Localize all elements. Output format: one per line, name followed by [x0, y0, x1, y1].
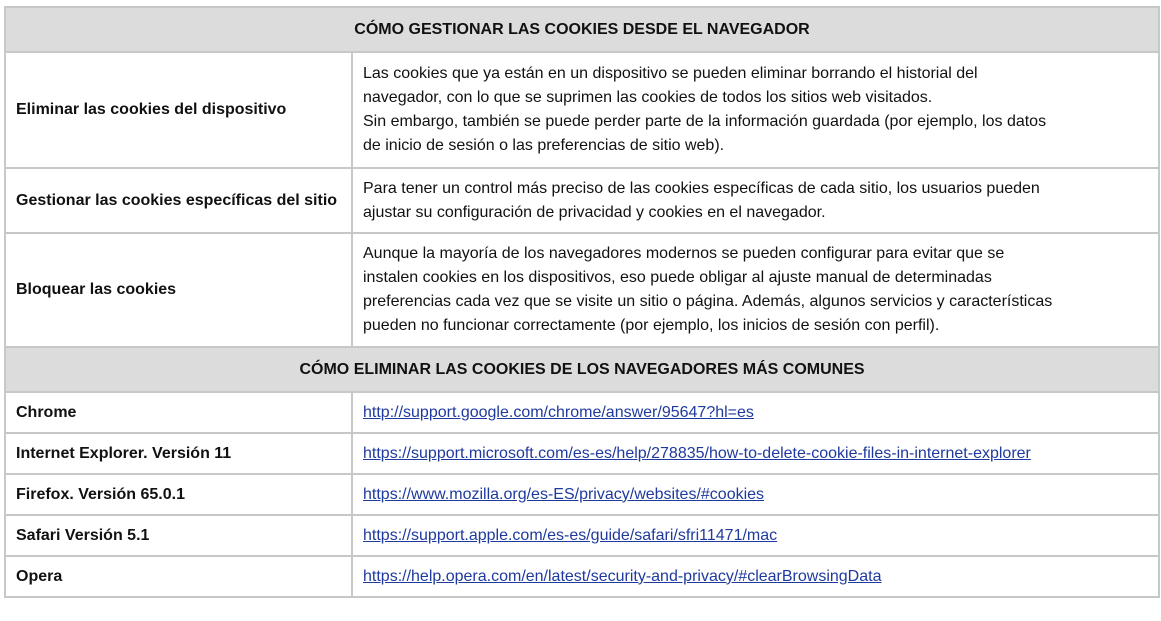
description-line: pueden no funcionar correctamente (por ejemplo, los inicios de sesión con perfil). — [363, 317, 940, 334]
description-line: Las cookies que ya están en un dispositivo se pueden eliminar borrando el historial del — [363, 65, 978, 82]
browser-link-cell — [352, 392, 1159, 433]
browser-name: Firefox. Versión 65.0.1 — [5, 474, 352, 515]
table-row — [5, 168, 1159, 233]
chrome-help-link[interactable]: http://support.google.com/chrome/answer/95647?hl=es — [363, 403, 754, 421]
section-heading-manage-cookies: CÓMO GESTIONAR LAS COOKIES DESDE EL NAVEGADOR — [5, 7, 1159, 52]
row-description — [352, 168, 1159, 233]
row-description — [352, 52, 1159, 168]
opera-help-link[interactable]: https://help.opera.com/en/latest/security-and-privacy/#clearBrowsingData — [363, 567, 882, 585]
browser-row — [5, 392, 1159, 433]
row-label: Eliminar las cookies del dispositivo — [5, 52, 352, 168]
description-line: Aunque la mayoría de los navegadores modernos se pueden configurar para evitar que se — [363, 245, 1005, 262]
browser-name: Internet Explorer. Versión 11 — [5, 433, 352, 474]
browser-link-cell — [352, 556, 1159, 597]
browser-name: Safari Versión 5.1 — [5, 515, 352, 556]
browser-link-cell — [352, 433, 1159, 474]
description-line: Para tener un control más preciso de las cookies específicas de cada sitio, los usuarios pueden — [363, 179, 1040, 197]
description-line: instalen cookies en los dispositivos, eso puede obligar al ajuste manual de determinadas — [363, 269, 992, 286]
section-heading-browsers: CÓMO ELIMINAR LAS COOKIES DE LOS NAVEGADORES MÁS COMUNES — [5, 347, 1159, 392]
row-label: Bloquear las cookies — [5, 233, 352, 347]
description-line: Sin embargo, también se puede perder parte de la información guardada (por ejemplo, los datos — [363, 113, 1047, 130]
description-line: de inicio de sesión o las preferencias de sitio web). — [363, 137, 725, 154]
row-description — [352, 233, 1159, 347]
table-row — [5, 233, 1159, 347]
row-label: Gestionar las cookies específicas del sitio — [5, 168, 352, 233]
cookies-document — [4, 6, 1158, 598]
browser-row — [5, 433, 1159, 474]
description-line: ajustar su configuración de privacidad y cookies en el navegador. — [363, 203, 826, 221]
cookies-table — [4, 6, 1160, 598]
browser-row — [5, 556, 1159, 597]
internet-explorer-help-link[interactable]: https://support.microsoft.com/es-es/help/278835/how-to-delete-cookie-files-in-internet-explorer — [363, 444, 1031, 462]
firefox-help-link[interactable]: https://www.mozilla.org/es-ES/privacy/websites/#cookies — [363, 485, 765, 503]
browser-name: Chrome — [5, 392, 352, 433]
browser-row — [5, 474, 1159, 515]
browser-link-cell — [352, 474, 1159, 515]
browser-name: Opera — [5, 556, 352, 597]
description-line: preferencias cada vez que se visite un sitio o página. Además, algunos servicios y características — [363, 293, 1053, 310]
safari-help-link[interactable]: https://support.apple.com/es-es/guide/safari/sfri11471/mac — [363, 526, 778, 544]
description-line: navegador, con lo que se suprimen las cookies de todos los sitios web visitados. — [363, 89, 933, 106]
table-row — [5, 52, 1159, 168]
browser-link-cell — [352, 515, 1159, 556]
browser-row — [5, 515, 1159, 556]
